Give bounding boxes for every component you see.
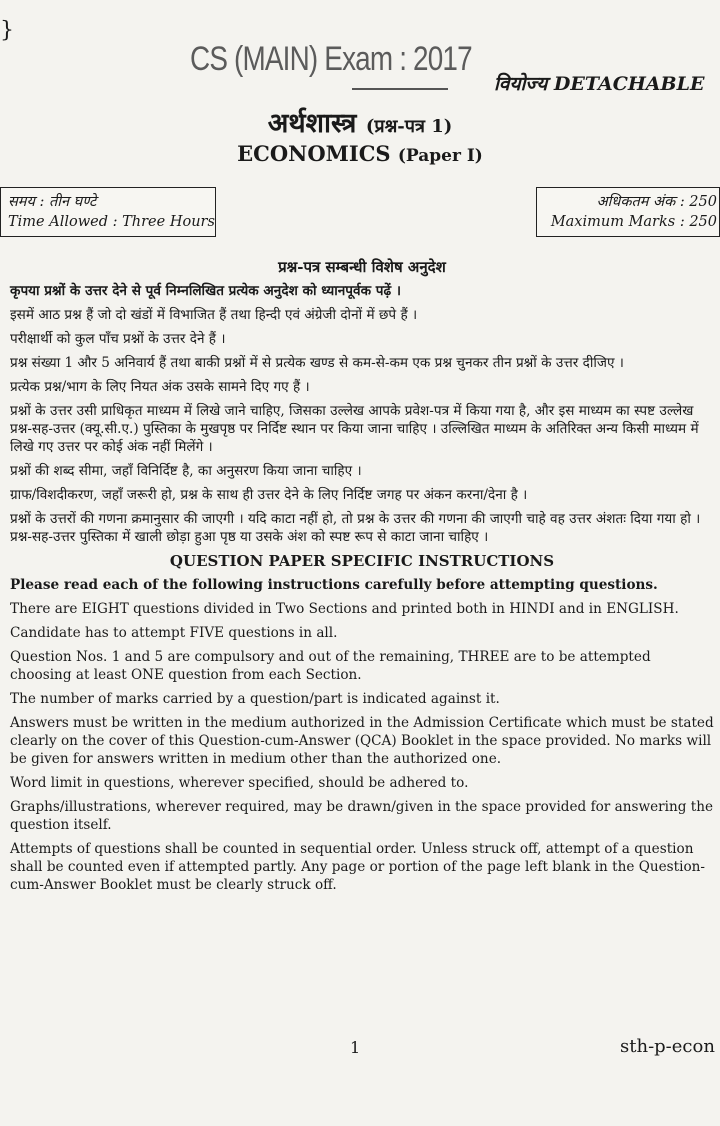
exam-title: CS (MAIN) Exam : 2017 (190, 40, 472, 78)
subject-title-hindi (0, 103, 720, 140)
time-hindi: समय : तीन घण्टे (8, 194, 97, 210)
english-instruction-item: The number of marks carried by a question/part is indicated against it. (10, 691, 500, 707)
time-english: Time Allowed : Three Hours (8, 214, 215, 230)
english-instruction-item: Candidate has to attempt FIVE questions in all. (10, 625, 338, 641)
paper-english: (Paper I) (397, 146, 483, 166)
detachable-label: वियोज्य DETACHABLE (494, 73, 705, 95)
hindi-instruction-item: प्रश्नों के उत्तर उसी प्राधिकृत माध्यम में लिखे जाने चाहिए, जिसका उल्लेख आपके प्रवेश-पत्र में किया गया है, और इस माध्यम का स्पष्ट उल्लेख प्रश्न-सह-उत्तर (क्यू.सी.ए.) पुस्तिका के मुखपृष्ठ पर निर्दिष्ट स्थान पर किया जाना चाहिए । उल्लिखित माध्यम के अतिरिक्त अन्य किसी माध्यम में लिखे गए उत्तर पर कोई अंक नहीं मिलेंगे । (10, 403, 699, 455)
subject-title-english (0, 141, 720, 166)
hindi-instruction-item: ग्राफ/विशदीकरण, जहाँ जरूरी हो, प्रश्न के साथ ही उत्तर देने के लिए निर्दिष्ट जगह पर अंकन करना/देना है । (10, 487, 528, 503)
marks-english: Maximum Marks : 250 (550, 214, 717, 230)
english-instruction-item: There are EIGHT questions divided in Two Sections and printed both in HINDI and in ENGLISH. (10, 601, 679, 617)
hindi-instruction-item: प्रश्नों के उत्तरों की गणना क्रमानुसार की जाएगी । यदि काटा नहीं हो, तो प्रश्न के उत्तर की गणना की जाएगी चाहे वह उत्तर अंशतः दिया गया हो । प्रश्न-सह-उत्तर पुस्तिका में खाली छोड़ा हुआ पृष्ठ या उसके अंश को स्पष्ट रूप से काटा जाना चाहिए । (10, 511, 701, 545)
hindi-instruction-item: प्रश्नों की शब्द सीमा, जहाँ विनिर्दिष्ट है, का अनुसरण किया जाना चाहिए । (10, 463, 362, 479)
english-instruction-item: Question Nos. 1 and 5 are compulsory and out of the remaining, THREE are to be attempted choosing at least ONE question from each Section. (10, 649, 651, 683)
hindi-instructions-heading: प्रश्न-पत्र सम्बन्धी विशेष अनुदेश (278, 258, 446, 276)
english-instruction-item: Attempts of questions shall be counted in sequential order. Unless struck off, attempt of a question shall be counted even if attempted partly. Any page or portion of the page left blank in the Question-cum-Answer Booklet must be clearly struck off. (10, 841, 705, 893)
english-instruction-item: Answers must be written in the medium authorized in the Admission Certificate which must be stated clearly on the cover of this Question-cum-Answer (QCA) Booklet in the space provided. No marks will be given for answers written in medium other than the authorized one. (10, 715, 714, 767)
instructions-body (10, 258, 714, 900)
hindi-instruction-item: परीक्षार्थी को कुल पाँच प्रश्नों के उत्तर देने हैं । (10, 331, 226, 347)
time-allowed-box (0, 187, 216, 237)
hindi-instruction-item: इसमें आठ प्रश्न हैं जो दो खंडों में विभाजित हैं तथा हिन्दी एवं अंग्रेजी दोनों में छपे हैं । (10, 307, 418, 323)
page-edge-mark: } (0, 18, 14, 43)
hindi-instructions-intro: कृपया प्रश्नों के उत्तर देने से पूर्व निम्नलिखित प्रत्येक अनुदेश को ध्यानपूर्वक पढ़ें । (10, 283, 402, 299)
exam-year-underline (352, 88, 448, 90)
english-instruction-item: Graphs/illustrations, wherever required, may be drawn/given in the space provided for answering the question itself. (10, 799, 714, 833)
marks-hindi: अधिकतम अंक : 250 (596, 194, 717, 210)
english-instruction-item: Word limit in questions, wherever specified, should be adhered to. (10, 775, 469, 791)
hindi-instruction-item: प्रश्न संख्या 1 और 5 अनिवार्य हैं तथा बाकी प्रश्नों में से प्रत्येक खण्ड से कम-से-कम एक प्रश्न चुनकर तीन प्रश्नों के उत्तर दीजिए । (10, 355, 624, 371)
hindi-instruction-item: प्रत्येक प्रश्न/भाग के लिए नियत अंक उसके सामने दिए गए हैं । (10, 379, 310, 395)
english-instructions-intro: Please read each of the following instructions carefully before attempting questions. (10, 577, 658, 593)
paper-code: sth-p-econ (620, 1036, 715, 1057)
maximum-marks-box (536, 187, 720, 237)
english-instructions-heading: QUESTION PAPER SPECIFIC INSTRUCTIONS (169, 552, 555, 570)
page-number: 1 (350, 1038, 361, 1057)
subject-hindi: अर्थशास्त्र (267, 108, 357, 139)
subject-english: ECONOMICS (237, 141, 391, 166)
paper-hindi: (प्रश्न-पत्र 1) (365, 116, 453, 137)
